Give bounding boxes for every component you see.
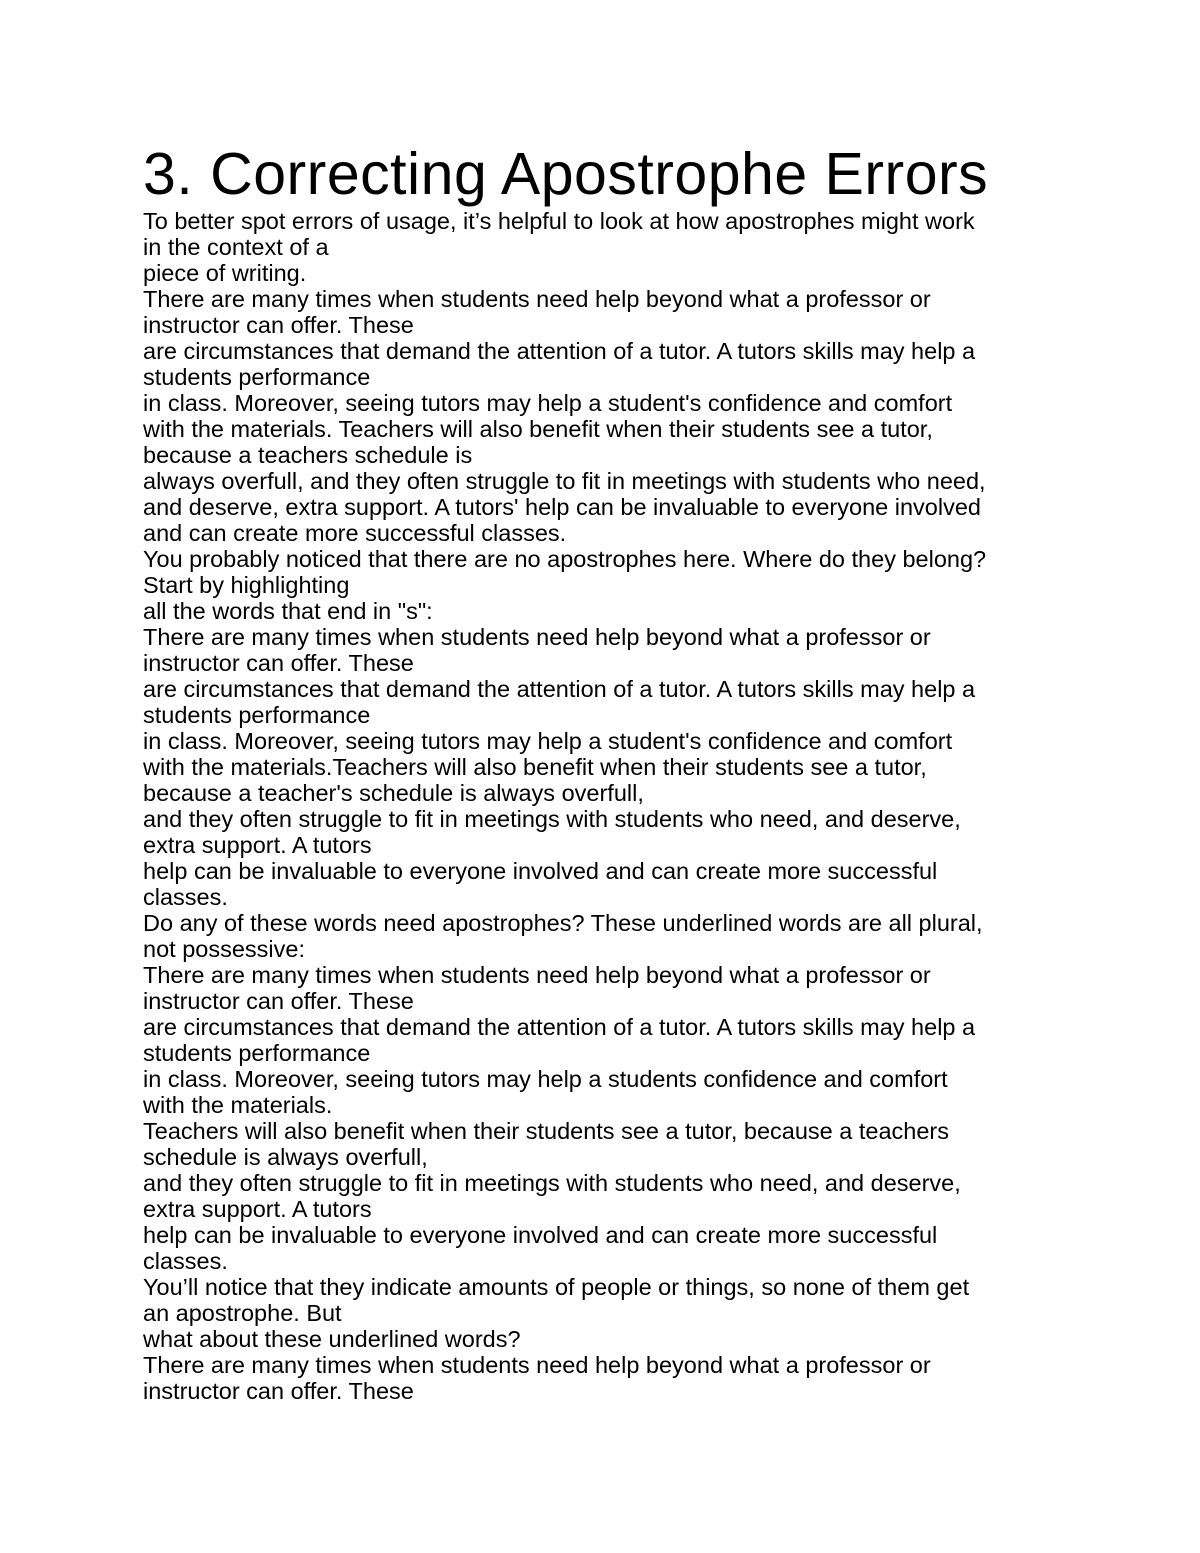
text-line: You probably noticed that there are no apostrophes here. Where do they belong? — [143, 546, 987, 572]
text-line: always overfull, and they often struggle to fit in meetings with students who need, — [143, 468, 986, 494]
text-line: in class. Moreover, seeing tutors may help a student's confidence and comfort — [143, 728, 953, 754]
text-line: instructor can offer. These — [143, 988, 414, 1014]
page-title: 3. Correcting Apostrophe Errors — [143, 141, 989, 207]
document-page — [143, 140, 1083, 1404]
text-line: with the materials. Teachers will also benefit when their students see a tutor, — [143, 416, 933, 442]
text-line: and can create more successful classes. — [143, 520, 567, 546]
body-text — [143, 208, 1083, 1404]
text-line: are circumstances that demand the attention of a tutor. A tutors skills may help a — [143, 676, 976, 702]
text-line: There are many times when students need help beyond what a professor or — [143, 962, 931, 988]
text-line: schedule is always overfull, — [143, 1144, 428, 1170]
text-line: and they often struggle to fit in meetings with students who need, and deserve, — [143, 1170, 961, 1196]
text-line: what about these underlined words? — [143, 1326, 521, 1352]
text-line: To better spot errors of usage, it’s helpful to look at how apostrophes might work — [143, 208, 975, 234]
text-line: piece of writing. — [143, 260, 307, 286]
text-line: all the words that end in "s": — [143, 598, 433, 624]
text-line: in class. Moreover, seeing tutors may help a student's confidence and comfort — [143, 390, 953, 416]
text-line: students performance — [143, 702, 371, 728]
text-line: There are many times when students need help beyond what a professor or — [143, 286, 931, 312]
text-line: Teachers will also benefit when their students see a tutor, because a teachers — [143, 1118, 949, 1144]
text-line: because a teacher's schedule is always overfull, — [143, 780, 644, 806]
text-line: are circumstances that demand the attention of a tutor. A tutors skills may help a — [143, 338, 976, 364]
text-line: not possessive: — [143, 936, 305, 962]
text-line: with the materials. — [143, 1092, 333, 1118]
text-line: because a teachers schedule is — [143, 442, 473, 468]
text-line: and deserve, extra support. A tutors' help can be invaluable to everyone involved — [143, 494, 981, 520]
text-line: extra support. A tutors — [143, 1196, 372, 1222]
text-line: classes. — [143, 884, 228, 910]
text-line: instructor can offer. These — [143, 1378, 414, 1404]
text-line: students performance — [143, 1040, 371, 1066]
text-line: extra support. A tutors — [143, 832, 372, 858]
text-line: There are many times when students need help beyond what a professor or — [143, 1352, 931, 1378]
text-line: help can be invaluable to everyone involved and can create more successful — [143, 1222, 938, 1248]
text-line: in class. Moreover, seeing tutors may help a students confidence and comfort — [143, 1066, 948, 1092]
text-line: in the context of a — [143, 234, 329, 260]
text-line: are circumstances that demand the attention of a tutor. A tutors skills may help a — [143, 1014, 976, 1040]
text-line: Start by highlighting — [143, 572, 350, 598]
text-line: classes. — [143, 1248, 228, 1274]
text-line: with the materials.Teachers will also benefit when their students see a tutor, — [143, 754, 927, 780]
text-line: Do any of these words need apostrophes? These underlined words are all plural, — [143, 910, 983, 936]
text-line: You’ll notice that they indicate amounts of people or things, so none of them get — [143, 1274, 970, 1300]
text-line: students performance — [143, 364, 371, 390]
text-line: and they often struggle to fit in meetings with students who need, and deserve, — [143, 806, 961, 832]
text-line: instructor can offer. These — [143, 650, 414, 676]
text-line: help can be invaluable to everyone involved and can create more successful — [143, 858, 938, 884]
text-line: an apostrophe. But — [143, 1300, 342, 1326]
text-line: There are many times when students need help beyond what a professor or — [143, 624, 931, 650]
text-line: instructor can offer. These — [143, 312, 414, 338]
